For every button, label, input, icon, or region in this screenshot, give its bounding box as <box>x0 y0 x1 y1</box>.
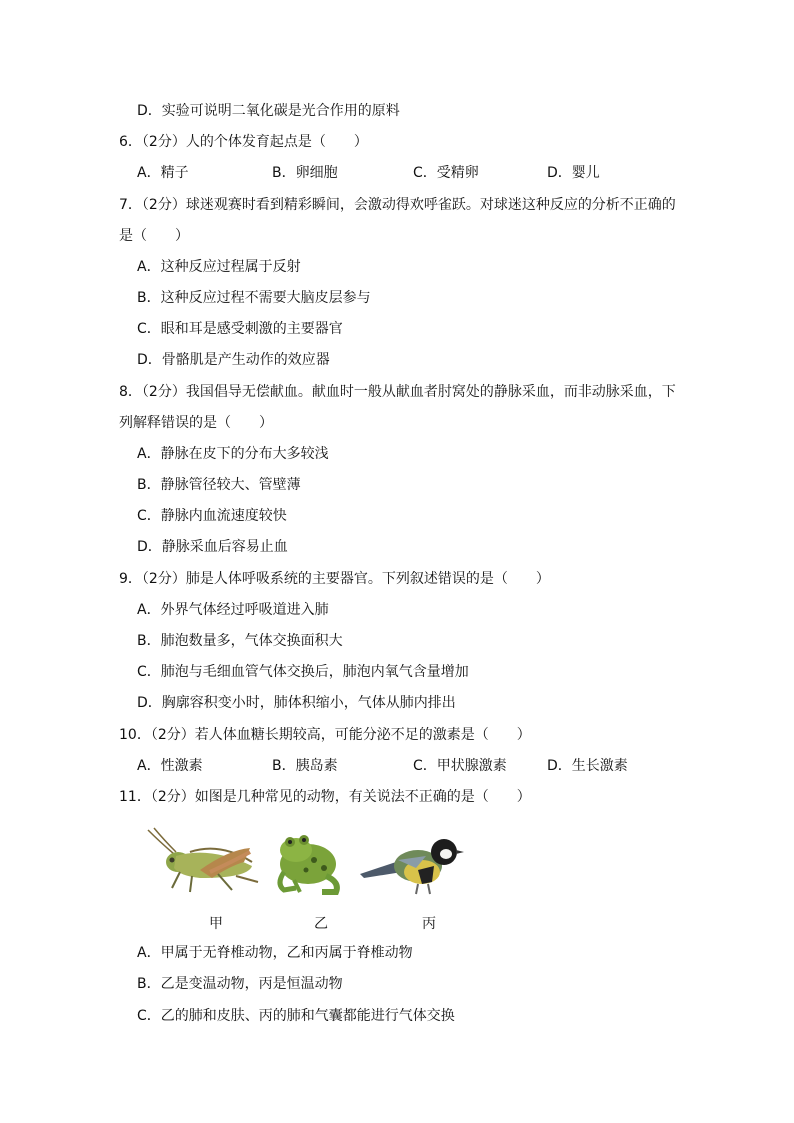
q10-option-b: B．胰岛素 <box>272 758 338 774</box>
q6-option-c: C．受精卵 <box>413 165 479 181</box>
question-10-stem: 10．（2分）若人体血糖长期较高，可能分泌不足的激素是（ ） <box>119 727 531 743</box>
q6-option-b: B．卵细胞 <box>272 165 338 181</box>
q10-option-d: D．生长激素 <box>547 758 628 774</box>
q6-option-a: A．精子 <box>137 165 189 181</box>
q9-option-c: C．肺泡与毛细血管气体交换后，肺泡内氧气含量增加 <box>137 664 469 680</box>
q7-option-b: B．这种反应过程不需要大脑皮层参与 <box>137 290 371 306</box>
q10-option-a: A．性激素 <box>137 758 203 774</box>
question-8-stem-line2: 列解释错误的是（ ） <box>119 415 273 431</box>
q6-option-d: D．婴儿 <box>547 165 600 181</box>
prev-option-d: D．实验可说明二氧化碳是光合作用的原料 <box>137 103 400 119</box>
q10-option-c: C．甲状腺激素 <box>413 758 507 774</box>
q8-option-b: B．静脉管径较大、管壁薄 <box>137 477 301 493</box>
figure-label-bing: 丙 <box>422 916 436 932</box>
q9-option-d: D．胸廓容积变小时，肺体积缩小，气体从肺内排出 <box>137 695 456 711</box>
figure-label-yi: 乙 <box>314 916 328 932</box>
question-8-stem-line1: 8．（2分）我国倡导无偿献血。献血时一般从献血者肘窝处的静脉采血，而非动脉采血，下 <box>119 384 676 400</box>
q11-option-b: B．乙是变温动物，丙是恒温动物 <box>137 976 343 992</box>
grasshopper-icon <box>140 822 262 897</box>
frog-icon <box>270 830 346 896</box>
q11-option-c: C．乙的肺和皮肤、丙的肺和气囊都能进行气体交换 <box>137 1008 455 1024</box>
q9-option-a: A．外界气体经过呼吸道进入肺 <box>137 602 329 618</box>
q7-option-a: A．这种反应过程属于反射 <box>137 259 301 275</box>
question-7-stem-line2: 是（ ） <box>119 228 189 244</box>
question-7-stem-line1: 7．（2分）球迷观赛时看到精彩瞬间，会激动得欢呼雀跃。对球迷这种反应的分析不正确的 <box>119 197 676 213</box>
question-6-stem: 6．（2分）人的个体发育起点是（ ） <box>119 134 368 150</box>
question-9-stem: 9．（2分）肺是人体呼吸系统的主要器官。下列叙述错误的是（ ） <box>119 571 550 587</box>
q9-option-b: B．肺泡数量多，气体交换面积大 <box>137 633 343 649</box>
question-11-stem: 11．（2分）如图是几种常见的动物，有关说法不正确的是（ ） <box>119 789 531 805</box>
q11-option-a: A．甲属于无脊椎动物，乙和丙属于脊椎动物 <box>137 945 413 961</box>
figure-label-jia: 甲 <box>209 916 223 932</box>
q8-option-a: A．静脉在皮下的分布大多较浅 <box>137 446 329 462</box>
q8-option-c: C．静脉内血流速度较快 <box>137 508 287 524</box>
bird-icon <box>356 832 466 898</box>
q8-option-d: D．静脉采血后容易止血 <box>137 539 288 555</box>
q7-option-c: C．眼和耳是感受刺激的主要器官 <box>137 321 343 337</box>
q7-option-d: D．骨骼肌是产生动作的效应器 <box>137 352 330 368</box>
